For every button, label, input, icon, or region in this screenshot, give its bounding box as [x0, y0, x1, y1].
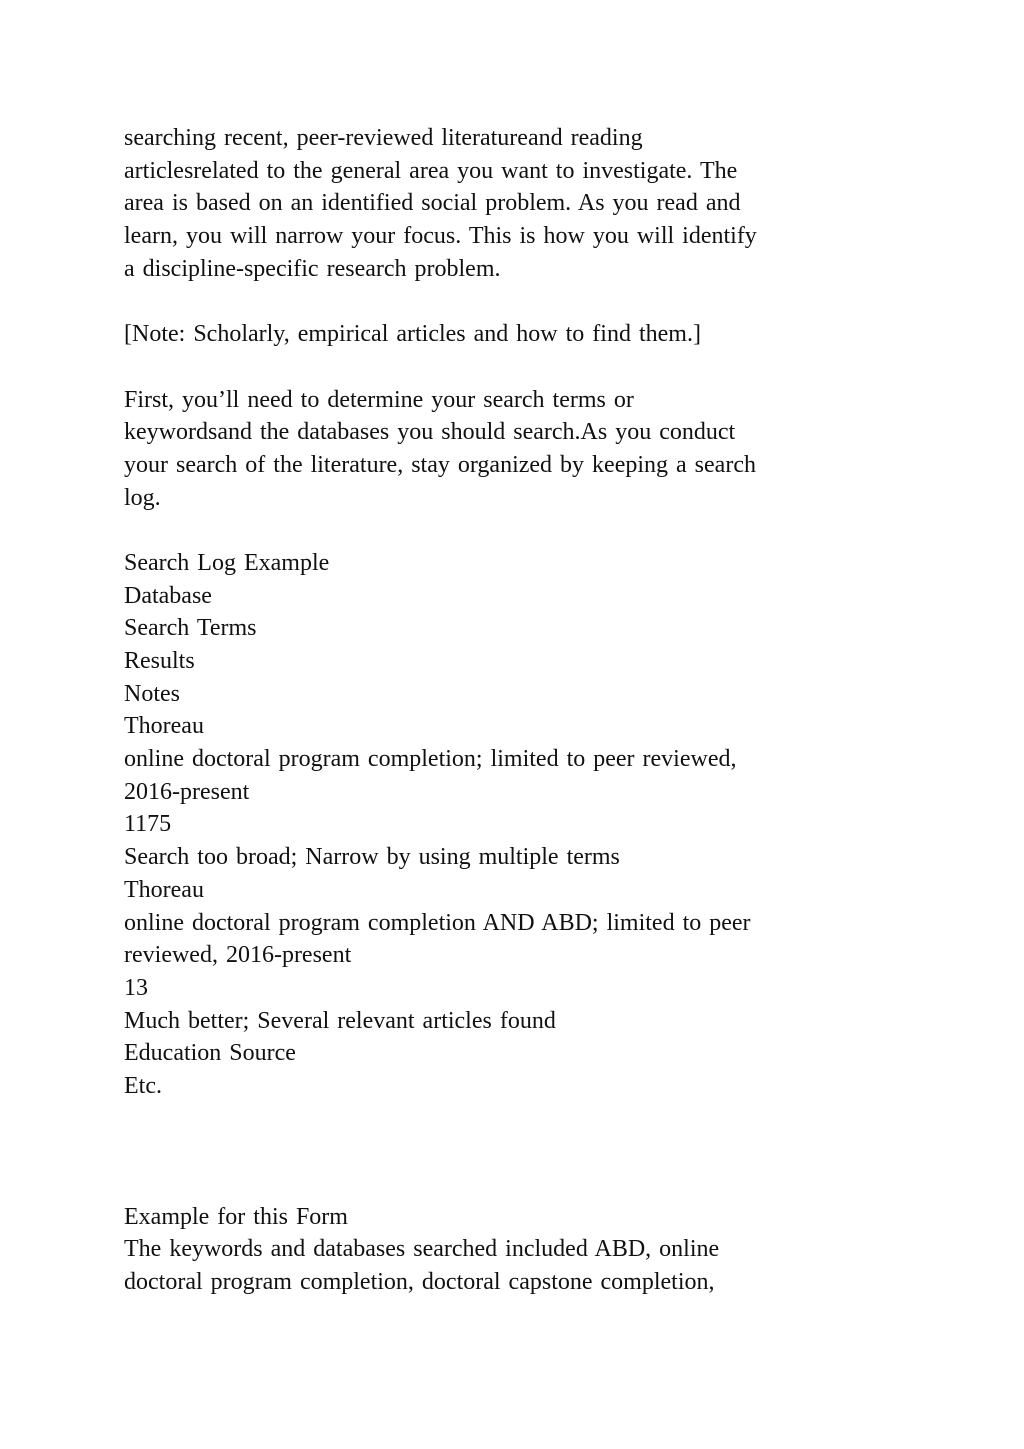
paragraph-gap [124, 351, 904, 384]
search-log-row [124, 710, 904, 873]
row-terms: reviewed, 2016-present [124, 942, 352, 969]
intro-line: articlesrelated to the general area you want to investigate. The [124, 157, 738, 184]
intro-paragraph [124, 122, 904, 285]
first-line: your search of the literature, stay organized by keeping a search [124, 451, 756, 478]
intro-line: searching recent, peer-reviewed literatureand reading [124, 125, 643, 151]
search-log-header: Results [124, 648, 195, 674]
intro-line: area is based on an identified social problem. As you read and [124, 190, 741, 217]
search-log [124, 547, 904, 1103]
search-log-header: Search Terms [124, 615, 257, 642]
document-page [124, 122, 904, 1299]
first-line: First, you’ll need to determine your search terms or [124, 386, 634, 413]
row-database: Thoreau [124, 713, 204, 740]
row-terms: online doctoral program completion; limited to peer reviewed, [124, 746, 737, 773]
intro-line: learn, you will narrow your focus. This is how you will identify [124, 223, 757, 250]
search-log-header: Notes [124, 680, 180, 707]
row-database: Thoreau [124, 876, 204, 903]
example-line: doctoral program completion, doctoral capstone completion, [124, 1269, 715, 1295]
section-gap [124, 1103, 904, 1201]
row-notes: Much better; Several relevant articles found [124, 1007, 556, 1034]
row-terms: 2016-present [124, 778, 250, 805]
note-paragraph: [Note: Scholarly, empirical articles and how to find them.] [124, 321, 701, 348]
paragraph-gap [124, 285, 904, 318]
first-line: log. [124, 484, 161, 511]
row-terms: online doctoral program completion AND ABD; limited to peer [124, 909, 751, 936]
first-paragraph [124, 384, 904, 515]
example-section [124, 1201, 904, 1299]
search-log-extra: Education Source [124, 1040, 296, 1067]
search-log-header: Database [124, 582, 212, 609]
row-notes: Search too broad; Narrow by using multiple terms [124, 844, 620, 871]
paragraph-gap [124, 514, 904, 547]
example-title: Example for this Form [124, 1203, 348, 1230]
row-results: 1175 [124, 811, 172, 838]
first-line: keywordsand the databases you should search.As you conduct [124, 419, 736, 446]
search-log-title: Search Log Example [124, 549, 330, 576]
intro-line: a discipline-specific research problem. [124, 255, 501, 282]
search-log-extra: Etc. [124, 1072, 162, 1099]
row-results: 13 [124, 974, 148, 1001]
search-log-row [124, 874, 904, 1037]
example-line: The keywords and databases searched included ABD, online [124, 1236, 720, 1263]
